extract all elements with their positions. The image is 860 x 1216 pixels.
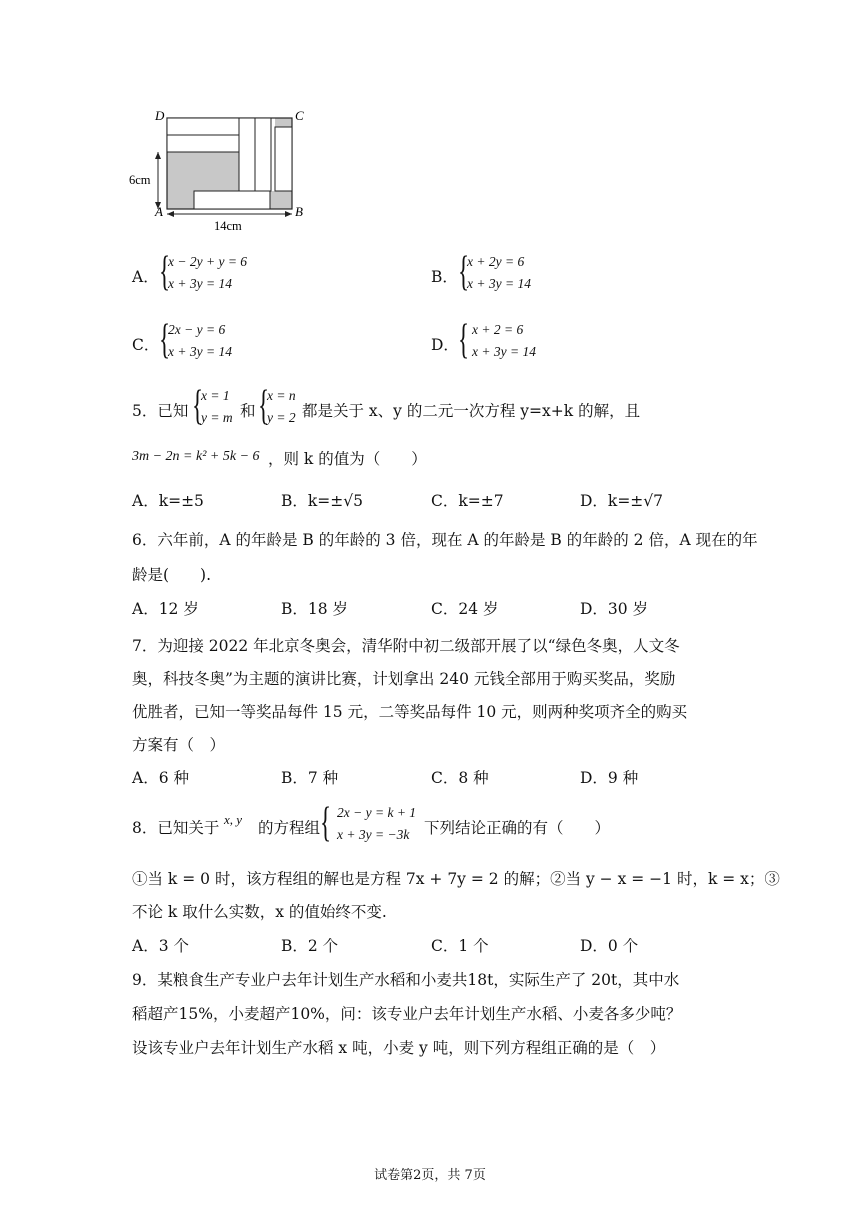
q8-prefix: 8．已知关于 xyxy=(132,819,220,837)
q6-option-c: C．24 岁 xyxy=(431,600,499,618)
q8-option-d: D．0 个 xyxy=(580,937,639,955)
q8-option-a: A．3 个 xyxy=(132,937,189,955)
rectangle-figure xyxy=(125,105,315,235)
q5-question: ，则 k 的值为（ ） xyxy=(268,450,427,468)
q5-tail: 都是关于 x、y 的二元一次方程 y=x+k 的解，且 xyxy=(302,402,641,420)
equation: 2x − y = k + 1 xyxy=(337,805,417,820)
equation: x + 3y = 14 xyxy=(168,344,232,359)
q8-system xyxy=(337,802,416,846)
label-B: B xyxy=(295,204,303,219)
q6-option-d: D．30 岁 xyxy=(580,600,649,618)
q9-line-1: 9．某粮食生产专业户去年计划生产水稻和小麦共18t，实际生产了 20t，其中水 xyxy=(132,971,680,989)
q5-and: 和 xyxy=(240,402,256,420)
q7-line-3: 优胜者，已知一等奖品每件 15 元，二等奖品每件 10 元，则两种奖项齐全的购买 xyxy=(132,703,688,721)
equation: x + 2y = 6 xyxy=(467,254,525,269)
equation: x + 2 = 6 xyxy=(472,322,524,337)
q7-option-b: B．7 种 xyxy=(281,769,339,787)
option-letter: C． xyxy=(132,336,160,354)
equation-system xyxy=(467,251,531,295)
q5-math: 3m − 2n = k² + 5k − 6 xyxy=(132,449,260,464)
brace-icon: { xyxy=(192,383,204,429)
brace-icon: { xyxy=(258,383,270,429)
page-footer: 试卷第2页，共 7页 xyxy=(374,1168,486,1183)
q6-line-2: 龄是( ). xyxy=(132,566,212,584)
q5-option-c: C．k=±7 xyxy=(431,492,504,510)
q6-line-1: 6．六年前，A 的年龄是 B 的年龄的 3 倍，现在 A 的年龄是 B 的年龄的 2 倍，A 现在的年 xyxy=(132,531,758,549)
equation: 2x − y = 6 xyxy=(168,322,226,337)
q7-line-2: 奥，科技冬奥”为主题的演讲比赛，计划拿出 240 元钱全部用于购买奖品，奖励 xyxy=(132,670,676,688)
q5-option-a: A．k=±5 xyxy=(132,492,204,510)
q5-option-d: D．k=±√7 xyxy=(580,492,664,510)
brace-icon: { xyxy=(159,249,171,295)
brace-icon: { xyxy=(320,800,332,846)
q8-mid: 的方程组 xyxy=(258,819,321,837)
q8-line-2: ①当 k = 0 时，该方程组的解也是方程 7x + 7y = 2 的解；②当 y − x = −1 时，k = x；③ xyxy=(132,870,780,888)
q7-line-4: 方案有（ ） xyxy=(132,736,226,754)
height-label: 6cm xyxy=(129,173,151,187)
q9-line-3: 设该专业户去年计划生产水稻 x 吨，小麦 y 吨，则下列方程组正确的是（ ） xyxy=(132,1039,666,1057)
equation: x + 3y = 14 xyxy=(472,344,536,359)
q8-line-3: 不论 k 取什么实数，x 的值始终不变. xyxy=(132,903,387,921)
brace-icon: { xyxy=(458,317,470,363)
q9-line-2: 稻超产15%，小麦超产10%，问：该专业户去年计划生产水稻、小麦各多少吨？ xyxy=(132,1005,682,1023)
equation: x + 3y = −3k xyxy=(337,827,410,842)
equation: x + 3y = 14 xyxy=(168,276,232,291)
brace-icon: { xyxy=(458,249,470,295)
option-letter: D． xyxy=(431,336,459,354)
q6-option-b: B．18 岁 xyxy=(281,600,349,618)
equation-system xyxy=(168,319,232,363)
equation: y = m xyxy=(201,410,233,425)
option-letter: A． xyxy=(132,268,159,286)
q5-system-1 xyxy=(201,385,233,429)
q5-prefix: 5．已知 xyxy=(132,402,189,420)
q5-system-2 xyxy=(267,385,296,429)
equation: x − 2y + y = 6 xyxy=(168,254,248,269)
label-A: A xyxy=(155,204,163,219)
q7-option-a: A．6 种 xyxy=(132,769,189,787)
q5-option-b: B．k=±√5 xyxy=(281,492,363,510)
width-label: 14cm xyxy=(214,219,242,233)
option-letter: B． xyxy=(431,268,458,286)
equation: x + 3y = 14 xyxy=(467,276,531,291)
label-D: D xyxy=(155,108,165,123)
q8-option-c: C．1 个 xyxy=(431,937,489,955)
brace-icon: { xyxy=(159,317,171,363)
label-C: C xyxy=(295,108,304,123)
equation-system xyxy=(472,319,536,363)
equation: x = n xyxy=(267,388,296,403)
equation: y = 2 xyxy=(267,410,296,425)
q8-option-b: B．2 个 xyxy=(281,937,339,955)
q7-option-c: C．8 种 xyxy=(431,769,489,787)
equation: x = 1 xyxy=(201,388,230,403)
q7-line-1: 7．为迎接 2022 年北京冬奥会，清华附中初二级部开展了以“绿色冬奥，人文冬 xyxy=(132,637,680,655)
q6-option-a: A．12 岁 xyxy=(132,600,199,618)
q8-vars: x, y xyxy=(224,812,243,827)
equation-system xyxy=(168,251,247,295)
q8-tail: 下列结论正确的有（ ） xyxy=(424,819,611,837)
q7-option-d: D．9 种 xyxy=(580,769,639,787)
